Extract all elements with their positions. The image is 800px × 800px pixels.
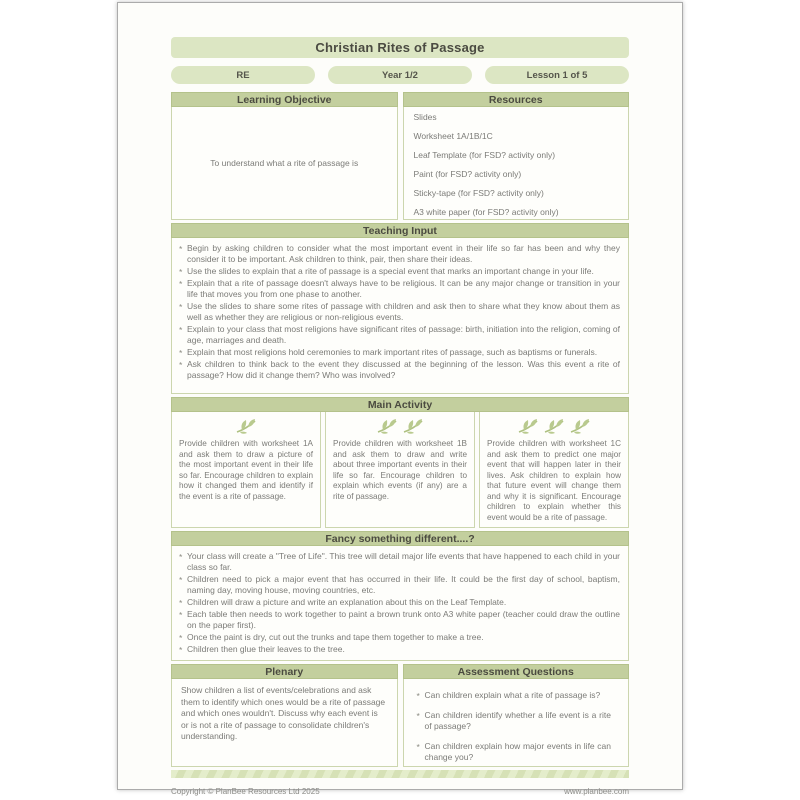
fancy-bullet: * Children then glue their leaves to the tree. xyxy=(178,644,620,655)
main-activity-columns xyxy=(171,412,629,528)
page-content xyxy=(118,3,682,796)
resource-item: Worksheet 1A/1B/1C xyxy=(413,131,493,141)
teaching-input-bullet: * Use the slides to share some rites of passage with children and ask then to share what they know about them as well as whether they are religious or non-religious events. xyxy=(178,301,620,323)
fancy-list xyxy=(172,546,628,660)
teaching-input-header: Teaching Input xyxy=(171,223,629,238)
teaching-input-box xyxy=(171,238,629,394)
difficulty-level-1 xyxy=(179,416,313,436)
plenary-text: Show children a list of events/celebrations and ask them to identify which ones would be a rite of passage and which ones wouldn't. Discuss why each event is or is not a rite of passage to consolidate children's understanding. xyxy=(181,685,386,741)
main-activity-section xyxy=(171,397,629,528)
assessment-question: * Can children identify whether a life event is a rite of passage? xyxy=(416,710,612,732)
resources-column xyxy=(403,92,630,220)
leaf-sprig-icon xyxy=(377,418,397,434)
fancy-something-different-header: Fancy something different....? xyxy=(171,531,629,546)
fancy-bullet: * Children will draw a picture and write an explanation about this on the Leaf Template. xyxy=(178,597,620,608)
learning-objective-header: Learning Objective xyxy=(171,92,398,107)
leaf-sprig-icon xyxy=(236,418,256,434)
website-link: www.planbee.com xyxy=(564,787,629,796)
fancy-bullet: * Children need to pick a major event that has occurred in their life. It could be the first day of school, baptism, naming day, moving house, moving countries, etc. xyxy=(178,574,620,596)
subject-pill: RE xyxy=(171,66,315,84)
teaching-input-bullet: * Use the slides to explain that a rite of passage is a special event that marks an important change in your life. xyxy=(178,266,620,277)
lesson-number-pill: Lesson 1 of 5 xyxy=(485,66,629,84)
resource-item: Slides xyxy=(413,112,437,122)
teaching-input-bullet: * Explain that a rite of passage doesn't always have to be religious. It can be any major change or transition in your life that moves you from one phase to another. xyxy=(178,278,620,300)
teaching-input-bullet: * Explain that most religions hold ceremonies to mark important rites of passage, such as baptisms or funerals. xyxy=(178,347,620,358)
copyright-text: Copyright © PlanBee Resources Ltd 2025 xyxy=(171,787,320,796)
fancy-something-different-section xyxy=(171,531,629,661)
resources-box xyxy=(403,107,630,220)
resource-item: A3 white paper (for FSD? activity only) xyxy=(413,207,559,217)
resource-item: Sticky-tape (for FSD? activity only) xyxy=(413,188,544,198)
main-activity-column-3 xyxy=(479,412,629,528)
difficulty-level-2 xyxy=(333,416,467,436)
assessment-question: * Can children explain what a rite of passage is? xyxy=(416,690,612,701)
teaching-input-list xyxy=(172,238,628,386)
fancy-bullet: * Each table then needs to work together to paint a brown trunk onto A3 white paper (teacher could draw the outline on the paper first). xyxy=(178,609,620,631)
teaching-input-section xyxy=(171,223,629,394)
plenary-column xyxy=(171,664,398,767)
teaching-input-bullet: * Ask children to think back to the event they discussed at the beginning of the lesson. Was this event a rite of passage? How did it change them? Who was involved? xyxy=(178,359,620,381)
plenary-assessment-section xyxy=(171,664,629,767)
page-title: Christian Rites of Passage xyxy=(171,37,629,58)
main-activity-text: Provide children with worksheet 1C and ask them to predict one major event that will happen later in their lives. Ask children to explain how that future event will change them and why it is significant. Encourage children to explain whether this event would be a rite of passage. xyxy=(487,439,621,522)
assessment-questions-list xyxy=(410,685,620,776)
assessment-question: * Can children explain how major events in life can change you? xyxy=(416,741,612,763)
learning-objective-text: To understand what a rite of passage is xyxy=(210,158,359,168)
resources-header: Resources xyxy=(403,92,630,107)
fancy-something-different-box xyxy=(171,546,629,661)
year-group-pill: Year 1/2 xyxy=(328,66,472,84)
main-activity-text: Provide children with worksheet 1B and ask them to draw and write about three important events in their life so far. Encourage children to explain which events (if any) are a rite of passage. xyxy=(333,439,467,501)
main-activity-column-2 xyxy=(325,412,475,528)
leaf-sprig-icon xyxy=(544,418,564,434)
leaf-sprig-icon xyxy=(518,418,538,434)
plenary-header: Plenary xyxy=(171,664,398,679)
assessment-column xyxy=(403,664,630,767)
teaching-input-bullet: * Explain to your class that most religions have significant rites of passage: birth, initiation into the religion, coming of age, marriages and death. xyxy=(178,324,620,346)
plenary-box xyxy=(171,679,398,767)
assessment-questions-box xyxy=(403,679,630,767)
main-activity-header: Main Activity xyxy=(171,397,629,412)
teaching-input-bullet: * Begin by asking children to consider what the most important event in their life so far has been and why they consider it to be important. Ask children to think, pair, then share their ideas. xyxy=(178,243,620,265)
lesson-meta-pills xyxy=(171,66,629,84)
leaf-sprig-icon xyxy=(403,418,423,434)
lesson-plan-page xyxy=(117,2,683,796)
leaf-sprig-icon xyxy=(570,418,590,434)
assessment-questions-header: Assessment Questions xyxy=(403,664,630,679)
page-footer xyxy=(171,787,629,796)
main-activity-column-1 xyxy=(171,412,321,528)
fancy-bullet: * Once the paint is dry, cut out the trunks and tape them together to make a tree. xyxy=(178,632,620,643)
learning-objective-column xyxy=(171,92,398,220)
resource-item: Leaf Template (for FSD? activity only) xyxy=(413,150,556,160)
learning-objective-box xyxy=(171,107,398,220)
resource-item: Paint (for FSD? activity only) xyxy=(413,169,522,179)
main-activity-text: Provide children with worksheet 1A and ask them to draw a picture of the most important event in their life so far. Encourage children to explain how it changed them and identify if the event is a rite of passage. xyxy=(179,439,313,501)
fancy-bullet: * Your class will create a "Tree of Life". This tree will detail major life events that have happened to each child in your class so far. xyxy=(178,551,620,573)
difficulty-level-3 xyxy=(487,416,621,436)
objective-resources-section xyxy=(171,92,629,220)
